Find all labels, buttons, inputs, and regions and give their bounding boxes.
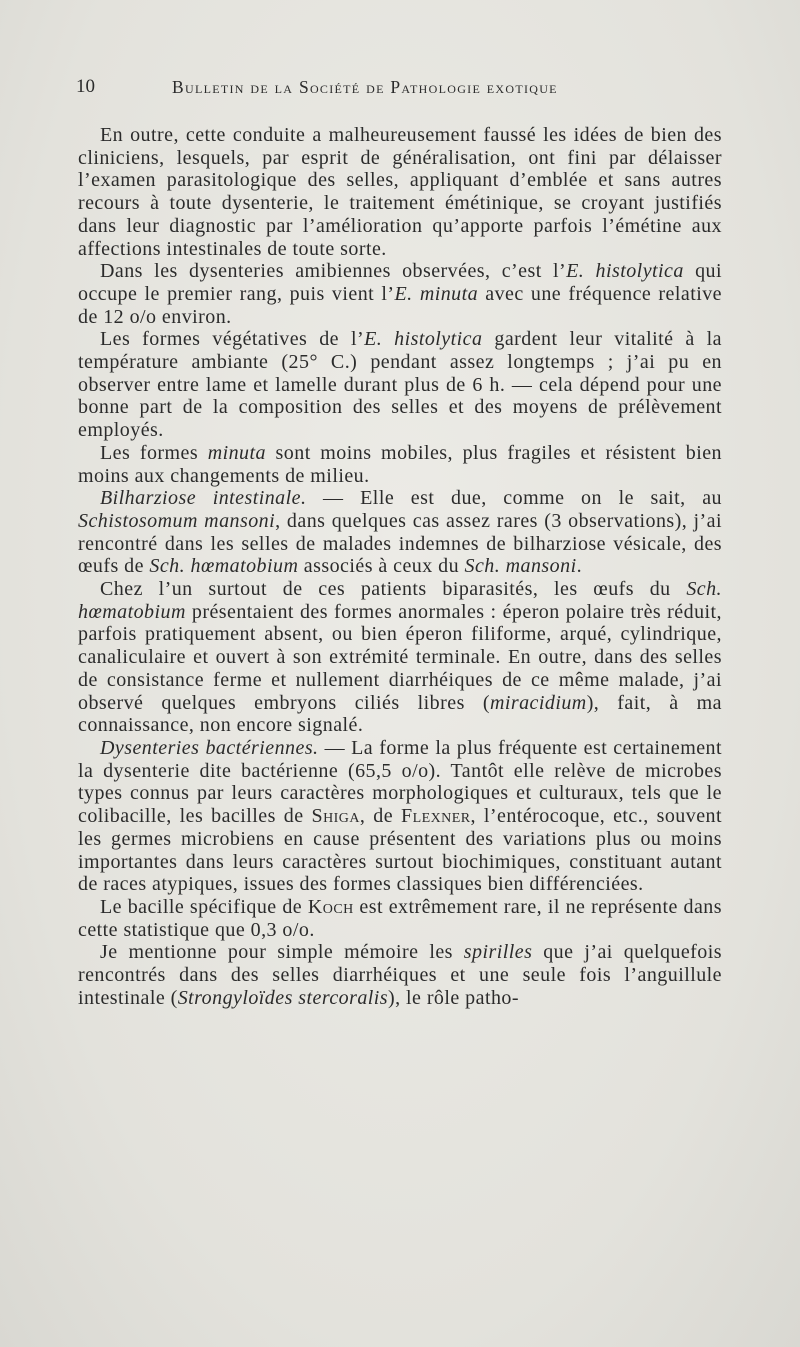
species-name: Sch. hœmatobium: [78, 578, 722, 623]
author-name: Shiga: [311, 805, 360, 828]
species-name: Sch. mansoni: [464, 555, 577, 578]
term: miracidium: [489, 691, 587, 714]
text-run: ), fait, à ma connaissance, non encore signalé.: [78, 691, 722, 737]
text-run: Le bacille spécifique de: [100, 895, 308, 918]
text-run: que j’ai quelquefois rencontrés dans des selles diarrhéiques et une seule fois l’anguillule intestinale (: [78, 941, 722, 1009]
text-run: présentaient des formes anormales : éperon polaire très réduit, parfois pratiquement absent, ou bien éperon filiforme, arqué, cylindrique, canaliculaire et ouvert à son extrémité terminale. En outre, dans des selles de consistance ferme et nullement diarrhéiques de ce même malade, j’ai observé quelques embryons ciliés libres (: [78, 600, 722, 714]
species-name: Schistosomum mansoni: [78, 509, 276, 532]
paragraph-1: En outre, cette conduite a malheureusement faussé les idées de bien des cliniciens, lesquels, par esprit de généralisation, ont fini par délaisser l’examen parasitologique des selles, appliquant d’emblée et sans autres recours à toute dysenterie, le traitement émétinique, se croyant justifiés dans leur diagnostic par l’amélioration qu’apporte parfois l’émétine aux affections intestinales de toute sorte.: [78, 124, 722, 260]
section-heading: Dysenteries bactériennes.: [100, 736, 319, 759]
author-name: Flexner: [401, 805, 471, 828]
text-run: , de: [359, 805, 402, 828]
paragraph-4: [78, 442, 722, 487]
text-run: .: [576, 555, 583, 578]
text-run: , l’entérocoque, etc., souvent les germes microbiens en cause présentent des variations plus ou moins importantes dans leurs caractères surtout biochimiques, constituant autant de races atypiques, issues des formes classiques bien différenciées.: [78, 805, 722, 896]
journal-title: Bulletin de la Société de Pathologie exotique: [172, 77, 558, 97]
species-name: E. minuta: [394, 282, 479, 305]
paragraph-6: [78, 578, 722, 737]
text-run: Je mentionne pour simple mémoire les: [100, 941, 464, 964]
text-run: , dans quelques cas assez rares (3 observations), j’ai rencontré dans les selles de malades indemnes de bilharziose vésicale, des œufs de: [78, 509, 722, 578]
species-name: Strongyloïdes stercoralis: [177, 986, 389, 1009]
paragraph-9: [78, 941, 722, 1009]
text-run: — Elle est due, comme on le sait, au: [306, 487, 722, 510]
paragraph-7: [78, 737, 722, 896]
species-name: E. histolytica: [566, 260, 684, 283]
text-run: Dans les dysenteries amibiennes observées, c’est l’: [100, 260, 567, 283]
text-run: ), le rôle patho-: [388, 986, 519, 1009]
author-name: Koch: [307, 895, 354, 918]
text-run: est extrêmement rare, il ne représente dans cette statistique que 0,3 o/o.: [78, 895, 722, 941]
text-run: Les formes végétatives de l’: [100, 328, 365, 351]
text-run: gardent leur vitalité à la température ambiante (25° C.) pendant assez longtemps ; j’ai pu en observer entre lame et lamelle durant plus de 6 h. — cela dépend pour une bonne part de la composition des selles et des moyens de prélèvement employés.: [78, 328, 722, 442]
paragraph-3: [78, 328, 722, 442]
section-heading: Bilharziose intestinale.: [100, 487, 307, 510]
text-run: — La forme la plus fréquente est certainement la dysenterie dite bactérienne (65,5 o/o). Tantôt elle relève de microbes types connus par leurs caractères morphologiques et culturaux, tels que le colibacille, les bacilles de: [78, 736, 722, 828]
text-run: Les formes: [100, 441, 208, 464]
body-text: [78, 124, 722, 1009]
text-run: Chez l’un surtout de ces patients biparasités, les œufs du: [100, 578, 687, 601]
text-run: sont moins mobiles, plus fragiles et résistent bien moins aux changements de milieu.: [78, 441, 722, 487]
species-name: minuta: [207, 441, 266, 464]
page-number: 10: [76, 76, 95, 97]
paragraph-8: [78, 896, 722, 941]
paragraph-2: [78, 260, 722, 328]
term: spirilles: [463, 941, 533, 964]
species-name: Sch. hœmatobium: [149, 555, 299, 578]
running-header: [76, 76, 740, 104]
text-run: qui occupe le premier rang, puis vient l’: [78, 260, 722, 305]
species-name: E. histolytica: [364, 328, 483, 351]
text-run: avec une fréquence relative de 12 o/o environ.: [78, 282, 722, 328]
text-run: associés à ceux du: [298, 555, 465, 578]
paragraph-5: [78, 487, 722, 578]
